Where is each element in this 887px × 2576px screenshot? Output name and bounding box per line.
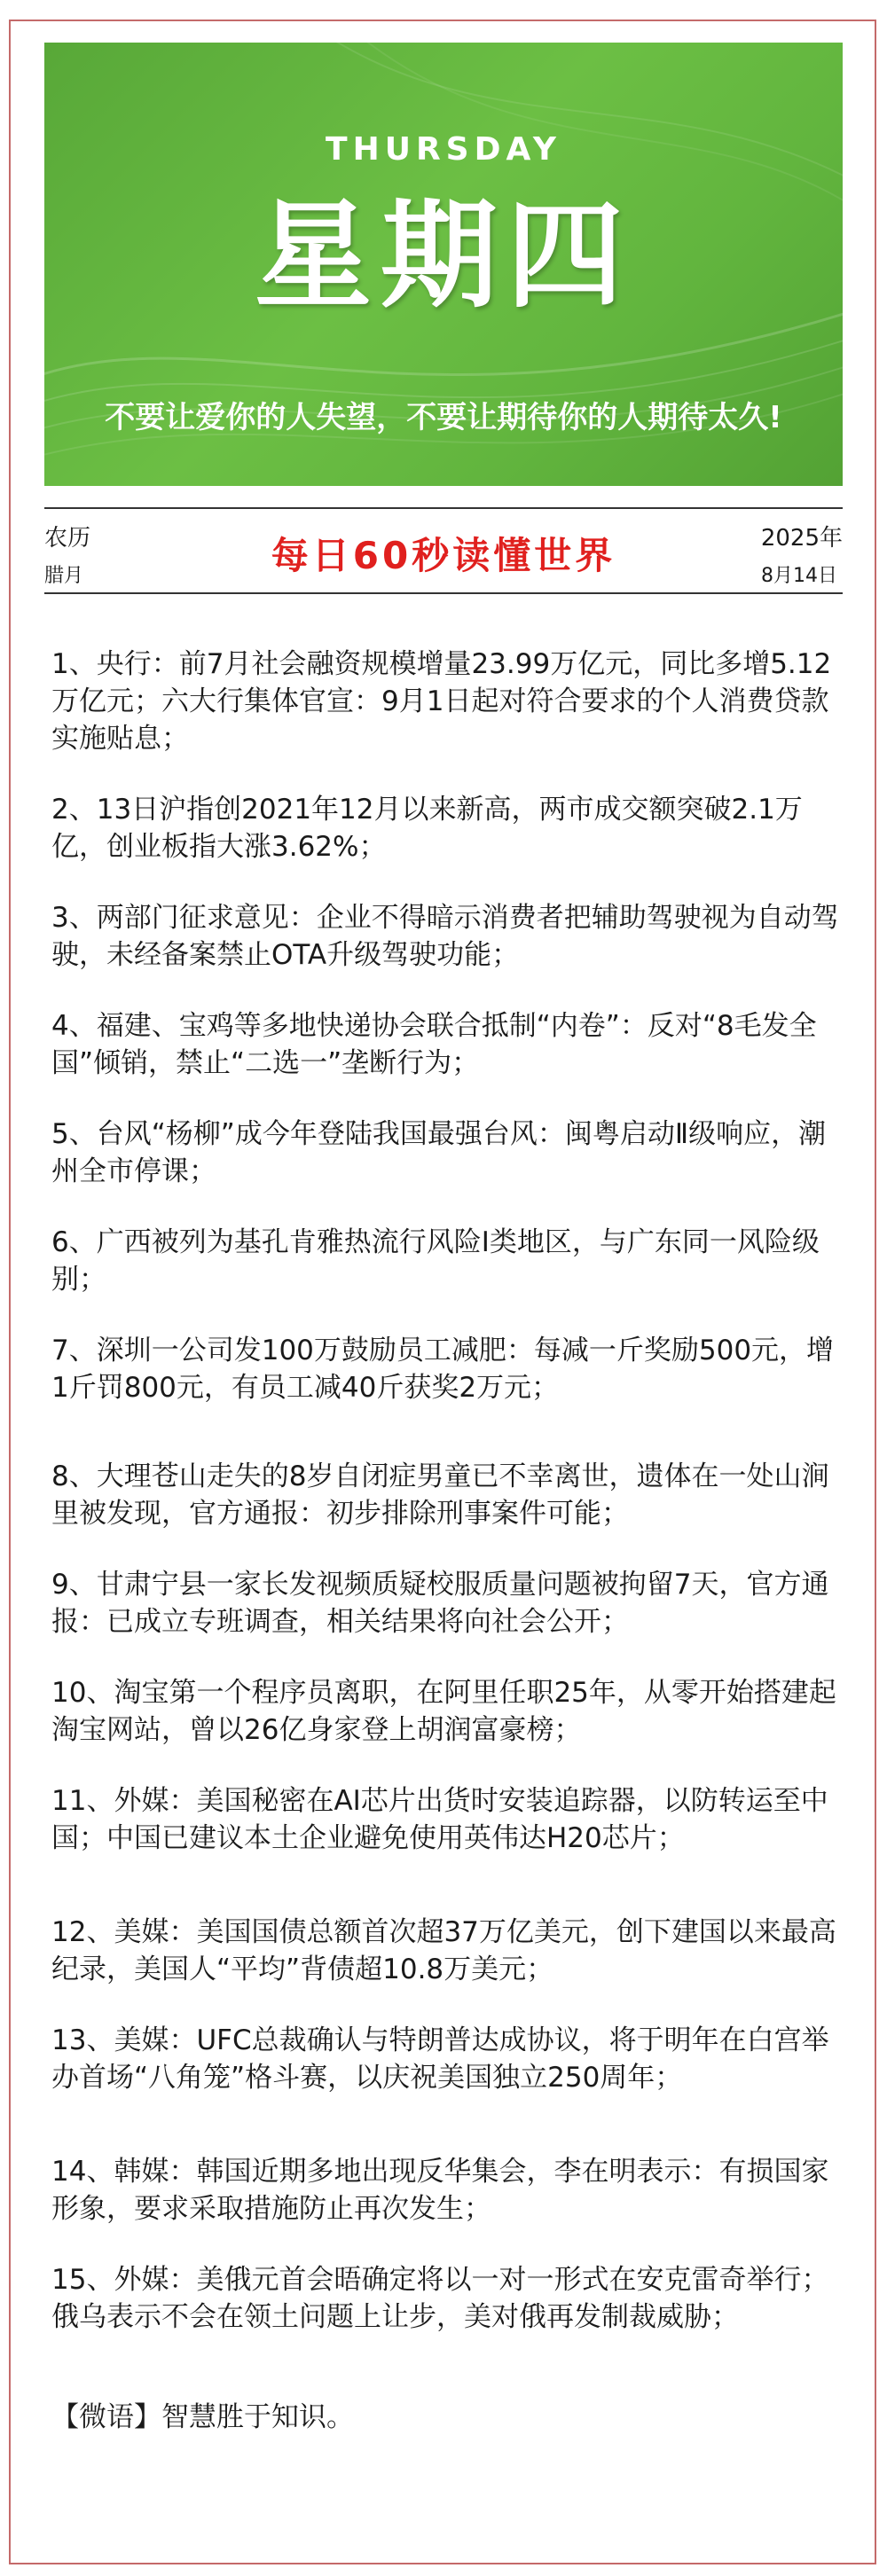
page-title: 每日60秒读懂世界 <box>271 534 616 577</box>
tagline: 【微语】智慧胜于知识。 <box>51 2401 354 2433</box>
lunar-month: 腊月 <box>44 565 84 587</box>
news-item: 15、外媒：美俄元首会晤确定将以一对一形式在安克雷奇举行；俄乌表示不会在领土问题上让步，美对俄再发制裁威胁； <box>51 2264 829 2333</box>
lunar-calendar-label: 农历 <box>44 525 91 552</box>
news-item: 10、淘宝第一个程序员离职，在阿里任职25年，从零开始搭建起淘宝网站，曾以26亿身家登上胡润富豪榜； <box>51 1677 836 1746</box>
news-item: 8、大理苍山走失的8岁自闭症男童已不幸离世，遗体在一处山涧里被发现，官方通报：初步排除刑事案件可能； <box>51 1460 829 1530</box>
weekday-english: THURSDAY <box>326 131 561 168</box>
news-item: 11、外媒：美国秘密在AI芯片出货时安装追踪器，以防转运至中国；中国已建议本土企业避免使用英伟达H20芯片； <box>51 1785 828 1854</box>
news-item: 7、深圳一公司发100万鼓励员工减肥：每减一斤奖励500元，增1斤罚800元，有员工减40斤获奖2万元； <box>51 1335 835 1404</box>
motto-text: 不要让爱你的人失望，不要让期待你的人期待太久! <box>105 400 782 435</box>
news-item: 5、台风“杨柳”成今年登陆我国最强台风：闽粤启动Ⅱ级响应，潮州全市停课； <box>51 1118 827 1187</box>
year-label: 2025年 <box>760 525 843 552</box>
news-item: 3、两部门征求意见：企业不得暗示消费者把辅助驾驶视为自动驾驶，未经备案禁止OTA升级驾驶功能； <box>51 902 839 971</box>
news-item: 6、广西被列为基孔肯雅热流行风险Ⅰ类地区，与广东同一风险级别； <box>51 1226 820 1296</box>
news-item: 12、美媒：美国国债总额首次超37万亿美元，创下建国以来最高纪录，美国人“平均”背债超10.8万美元； <box>51 1916 836 1985</box>
news-item: 4、福建、宝鸡等多地快递协会联合抵制“内卷”：反对“8毛发全国”倾销，禁止“二选一”垄断行为； <box>51 1010 817 1079</box>
weekday-banner <box>44 43 843 486</box>
date-header <box>44 507 843 594</box>
date-label: 8月14日 <box>761 565 837 587</box>
weekday-chinese: 星期四 <box>255 187 632 325</box>
news-item: 14、韩媒：韩国近期多地出现反华集会，李在明表示：有损国家形象，要求采取措施防止再次发生； <box>51 2156 829 2225</box>
news-item: 13、美媒：UFC总裁确认与特朗普达成协议，将于明年在白宫举办首场“八角笼”格斗赛，以庆祝美国独立250周年； <box>51 2024 829 2094</box>
news-item: 1、央行：前7月社会融资规模增量23.99万亿元，同比多增5.12万亿元；六大行集体官宣：9月1日起对符合要求的个人消费贷款实施贴息； <box>51 648 832 755</box>
news-item: 2、13日沪指创2021年12月以来新高，两市成交额突破2.1万亿，创业板指大涨3.62%； <box>51 794 803 863</box>
news-item: 9、甘肃宁县一家长发视频质疑校服质量问题被拘留7天，官方通报：已成立专班调查，相关结果将向社会公开； <box>51 1569 829 1638</box>
